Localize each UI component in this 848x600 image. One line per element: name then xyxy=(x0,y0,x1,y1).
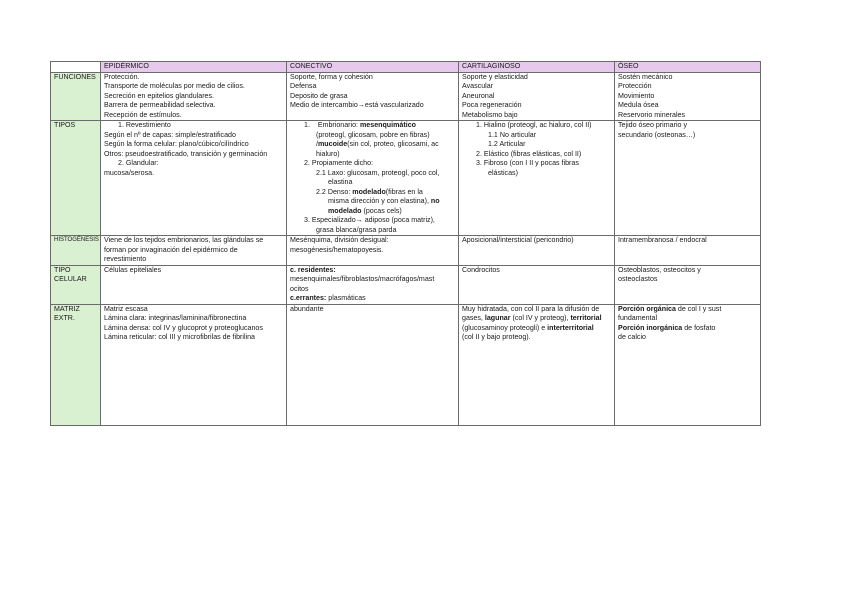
bold-term: c.errantes: xyxy=(290,294,327,302)
text-run: (pocas cels) xyxy=(361,206,402,215)
text-line: Tejido óseo primario y xyxy=(618,121,687,129)
cell-funciones-oseo xyxy=(615,72,761,121)
cell-histogenesis-cartilaginoso xyxy=(459,236,615,266)
cell-histogenesis-conectivo xyxy=(287,236,459,266)
cell-matriz-cartilaginoso xyxy=(459,304,615,425)
text-line: Lámina clara: integrinas/laminina/fibronectina xyxy=(104,314,247,322)
row-label-tipos: TIPOS xyxy=(51,121,101,236)
bold-term: mesenquimático xyxy=(360,121,416,129)
text-run: gases, xyxy=(462,314,485,322)
cell-tipo-celular-epidermico xyxy=(101,265,287,304)
text-line xyxy=(462,324,611,334)
text-line: osteoclastos xyxy=(618,275,658,283)
cell-tipos-conectivo xyxy=(287,121,459,236)
text-line: abundante xyxy=(290,304,324,313)
text-line xyxy=(290,207,455,217)
text-line: Según el nº de capas: simple/estratificado xyxy=(104,130,236,139)
list-item: 2. Glandular: xyxy=(118,159,159,167)
bold-term: Porción inorgánica xyxy=(618,323,683,332)
text-line: Células epiteliales xyxy=(104,265,162,274)
text-run: misma dirección y con elastina), xyxy=(328,197,431,205)
text-run: (glucosaminoy proteogli) e xyxy=(462,323,548,332)
cell-tipo-celular-conectivo xyxy=(287,265,459,304)
text-line: (proteogl, glicosam, pobre en fibras) xyxy=(316,130,430,139)
text-line: Mesénquima, división desigual: xyxy=(290,236,389,244)
cell-matriz-conectivo xyxy=(287,304,459,425)
text-line: Movimiento xyxy=(618,91,655,100)
row-histogenesis xyxy=(51,236,761,266)
header-cartilaginoso: CARTILAGINOSO xyxy=(459,62,615,73)
text-run: / xyxy=(316,140,318,148)
text-line: Metabolismo bajo xyxy=(462,110,518,119)
text-line: Lámina reticular: col III y microfibrilas de fibrilina xyxy=(104,333,255,341)
text-run: (sin col, proteo, glicosami, ac xyxy=(347,140,439,148)
text-line: Otros: pseudoestratificado, transición y germinación xyxy=(104,149,268,158)
cell-histogenesis-oseo xyxy=(615,236,761,266)
text-line: revestimiento xyxy=(104,255,147,263)
text-line xyxy=(618,324,757,334)
list-subitem: 1.1 No articular xyxy=(488,130,537,139)
text-line: Medio de intercambio→está vascularizado xyxy=(290,101,424,109)
text-line: elásticas) xyxy=(488,168,518,177)
text-line: Viene de los tejidos embrionarios, las glándulas se xyxy=(104,236,264,244)
row-label-tipo-celular xyxy=(51,265,101,304)
text-line: CELULAR xyxy=(54,275,87,283)
cell-funciones-conectivo xyxy=(287,72,459,121)
text-line: Reservorio minerales xyxy=(618,110,686,119)
text-line: mesogénesis/hematopoyesis. xyxy=(290,245,384,254)
text-line: Según la forma celular: plano/cúbico/cilíndrico xyxy=(104,140,249,148)
text-line: ocitos xyxy=(290,284,309,293)
text-line: forman por invaginación del epidérmico de xyxy=(104,245,238,254)
text-line: Aposicional/intersticial (pericondrio) xyxy=(462,236,574,244)
header-conectivo: CONECTIVO xyxy=(287,62,459,73)
list-item: 2. Elástico (fibras elásticas, col II) xyxy=(476,149,582,158)
list-subitem: 2.1 Laxo: glucosam, proteogl, poco col, xyxy=(316,168,440,177)
bold-term: c. residentes: xyxy=(290,265,336,274)
list-subitem: 1.2 Articular xyxy=(488,140,526,148)
text-line: Muy hidratada, con col II para la difusión de xyxy=(462,304,600,313)
text-run: de fosfato xyxy=(682,323,716,332)
cell-tipos-epidermico xyxy=(101,121,287,236)
text-line: Aneuronal xyxy=(462,91,495,100)
text-line: TIPO xyxy=(54,265,71,274)
text-line: secundario (osteonas…) xyxy=(618,130,696,139)
list-number: 1. xyxy=(304,121,310,129)
cell-matriz-epidermico xyxy=(101,304,287,425)
row-funciones xyxy=(51,72,761,121)
bold-term: modelado xyxy=(352,187,386,196)
header-row xyxy=(51,62,761,73)
text-run: de col I y sust xyxy=(675,304,722,313)
text-line: mucosa/serosa. xyxy=(104,168,155,177)
text-run: (col IV y proteog), xyxy=(510,314,571,322)
list-item xyxy=(290,121,455,131)
text-line xyxy=(290,266,455,276)
text-line: Transporte de moléculas por medio de cilios. xyxy=(104,82,245,90)
list-item: 3. Especializado→ adiposo (poca matriz), xyxy=(304,216,435,224)
cell-tipo-celular-oseo xyxy=(615,265,761,304)
text-line: Soporte, forma y cohesión xyxy=(290,72,373,81)
row-label-funciones: FUNCIONES xyxy=(51,72,101,121)
text-line: grasa blanca/grasa parda xyxy=(316,225,397,234)
corner-cell xyxy=(51,62,101,73)
text-line: Secreción en epitelios glandulares. xyxy=(104,91,215,100)
list-item: 1. Hialino (proteogl, ac hialuro, col II) xyxy=(476,121,592,129)
text-run: (fibras en la xyxy=(385,187,423,196)
list-item: 3. Fibroso (con I II y pocas fibras xyxy=(476,159,579,167)
text-line: EXTR. xyxy=(54,314,75,322)
bold-term: mucoide xyxy=(317,140,348,148)
text-line: Protección xyxy=(618,82,652,90)
text-run: Embrionario: xyxy=(317,121,360,129)
cell-tipo-celular-cartilaginoso xyxy=(459,265,615,304)
text-line: Intramembranosa / endocral xyxy=(618,236,707,244)
header-oseo: ÓSEO xyxy=(615,62,761,73)
text-line: Lámina densa: col IV y glucoprot y proteoglucanos xyxy=(104,323,263,332)
bold-term: territorial xyxy=(570,314,602,322)
header-epidermico: EPIDÉRMICO xyxy=(101,62,287,73)
list-item: 1. Revestimiento xyxy=(118,121,171,129)
text-line: Poca regeneración xyxy=(462,101,522,109)
text-line: Barrera de permeabilidad selectiva. xyxy=(104,101,216,109)
text-line: hialuro) xyxy=(316,149,340,158)
text-line: MATRIZ xyxy=(54,304,80,313)
text-line: Medula ósea xyxy=(618,101,659,109)
bold-term: lagunar xyxy=(484,314,511,322)
cell-matriz-oseo xyxy=(615,304,761,425)
text-line: elastina xyxy=(328,178,353,186)
row-tipo-celular xyxy=(51,265,761,304)
bold-term: interterritorial xyxy=(547,323,594,332)
text-line xyxy=(618,305,757,315)
text-line: Osteoblastos, osteocitos y xyxy=(618,265,701,274)
row-tipos xyxy=(51,121,761,236)
text-line: Sostén mecánico xyxy=(618,72,673,81)
bold-term: no xyxy=(430,197,440,205)
list-subitem xyxy=(290,188,455,198)
text-line: de calcio xyxy=(618,333,646,341)
text-run: plasmáticas xyxy=(326,294,366,302)
text-line: Defensa xyxy=(290,82,317,90)
row-label-histogenesis: HISTOGÉNESIS xyxy=(51,236,101,266)
text-line: Deposito de grasa xyxy=(290,91,348,100)
text-line xyxy=(290,197,455,207)
text-line: Matriz escasa xyxy=(104,304,148,313)
text-line: Soporte y elasticidad xyxy=(462,72,528,81)
text-line: Avascular xyxy=(462,82,494,90)
tissue-comparison-table xyxy=(50,61,761,426)
row-label-matriz xyxy=(51,304,101,425)
bold-term: Porción orgánica xyxy=(618,304,676,313)
text-run: 2.2 Denso: xyxy=(316,187,353,196)
text-line: Condrocitos xyxy=(462,265,500,274)
list-item: 2. Propiamente dicho: xyxy=(304,159,374,167)
row-matriz xyxy=(51,304,761,425)
text-line: Recepción de estímulos. xyxy=(104,110,182,119)
text-line: mesenquimales/fibroblastos/macrófagos/mast xyxy=(290,275,435,283)
bold-term: modelado xyxy=(328,206,362,215)
cell-funciones-cartilaginoso xyxy=(459,72,615,121)
cell-tipos-oseo xyxy=(615,121,761,236)
text-line xyxy=(462,314,611,324)
text-line xyxy=(290,294,455,304)
text-line: (col II y bajo proteog). xyxy=(462,333,531,341)
text-line xyxy=(290,140,455,150)
text-line: fundamental xyxy=(618,314,658,322)
cell-histogenesis-epidermico xyxy=(101,236,287,266)
cell-tipos-cartilaginoso xyxy=(459,121,615,236)
text-line: Protección. xyxy=(104,72,140,81)
cell-funciones-epidermico xyxy=(101,72,287,121)
